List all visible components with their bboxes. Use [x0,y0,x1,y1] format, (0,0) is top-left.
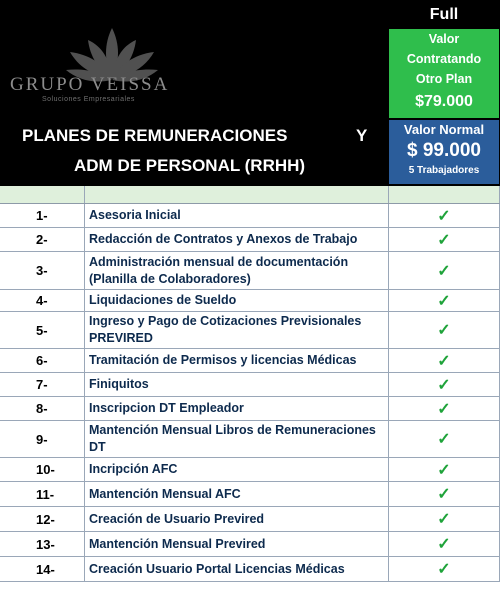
included-cell [388,458,500,481]
service-name: Liquidaciones de Sueldo [84,290,388,311]
check-icon: ✓ [437,461,451,479]
table-row [0,532,500,557]
row-number: 14- [36,561,55,577]
service-name: Mantención Mensual Libros de Remuneraciones DT [84,421,388,457]
row-number: 1- [36,208,48,223]
check-icon: ✓ [437,536,451,553]
row-number: 10- [36,462,55,477]
service-name: Mantención Mensual AFC [84,482,388,506]
table-row [0,482,500,507]
included-cell [388,349,500,372]
row-number: 12- [36,511,55,527]
check-icon: ✓ [437,207,451,225]
table-row [0,349,500,373]
plan-column-header: Full [388,0,500,29]
included-cell [388,373,500,396]
row-number: 11- [36,486,55,502]
table-row [0,557,500,582]
included-cell [388,421,500,457]
check-icon: ✓ [437,231,451,249]
row-number: 5- [36,322,48,338]
table-row [0,204,500,228]
service-name: Administración mensual de documentación (Planilla de Colaboradores) [84,252,388,289]
check-icon: ✓ [437,262,451,280]
header-panel [0,0,388,186]
included-cell [388,532,500,556]
table-row [0,373,500,397]
normal-price: $ 99.000 [407,140,481,161]
check-icon: ✓ [437,292,451,310]
table-row [0,421,500,458]
row-number: 7- [36,377,48,392]
service-name: Creación Usuario Portal Licencias Médicas [84,557,388,581]
service-name: Inscripcion DT Empleador [84,397,388,420]
normal-price-sub: 5 Trabajadores [408,165,480,176]
check-icon: ✓ [437,486,451,503]
included-cell [388,204,500,227]
table-row [0,458,500,482]
check-icon: ✓ [437,511,451,528]
table-row [0,397,500,421]
page-title-line1-end: Y [356,126,368,145]
offer-line3: Otro Plan [415,72,473,86]
table-spacer-row [0,186,500,204]
normal-price-label: Valor Normal [403,122,485,137]
check-icon: ✓ [437,322,451,339]
included-cell [388,228,500,251]
table-row [0,312,500,349]
included-cell [388,397,500,420]
services-table [0,186,500,589]
page-title-line2: ADM DE PERSONAL (RRHH) [74,156,306,175]
included-cell [388,290,500,311]
check-icon: ✓ [437,561,451,578]
check-icon: ✓ [437,352,451,370]
logo-name: GRUPO VEISSA [10,74,170,95]
included-cell [388,507,500,531]
check-icon: ✓ [437,431,451,448]
included-cell [388,482,500,506]
row-number: 13- [36,536,55,552]
row-number: 3- [36,263,48,278]
row-number: 4- [36,293,48,308]
spacer-cell [388,186,500,203]
check-icon: ✓ [437,376,451,394]
offer-price: $79.000 [415,93,473,110]
row-number: 9- [36,431,48,447]
normal-price-box [389,120,499,184]
spacer-cell [0,186,84,203]
table-row [0,228,500,252]
table-row [0,507,500,532]
offer-line2: Contratando [406,52,482,66]
page-title-line1: PLANES DE REMUNERACIONES [22,126,288,145]
service-name: Finiquitos [84,373,388,396]
row-number: 8- [36,401,48,416]
spacer-cell [84,186,388,203]
included-cell [388,557,500,581]
table-row [0,290,500,312]
service-name: Ingreso y Pago de Cotizaciones Previsionales PREVIRED [84,312,388,348]
included-cell [388,252,500,289]
row-number: 2- [36,232,48,247]
service-name: Redacción de Contratos y Anexos de Trabajo [84,228,388,251]
service-name: Asesoria Inicial [84,204,388,227]
row-number: 6- [36,353,48,368]
service-name: Tramitación de Permisos y licencias Médicas [84,349,388,372]
included-cell [388,312,500,348]
service-name: Creación de Usuario Previred [84,507,388,531]
offer-line1: Valor [428,32,460,46]
service-name: Incripción AFC [84,458,388,481]
offer-price-box [389,29,499,118]
logo-subtitle: Soluciones Empresariales [42,96,135,103]
check-icon: ✓ [437,400,451,418]
table-row [0,252,500,290]
service-name: Mantención Mensual Previred [84,532,388,556]
